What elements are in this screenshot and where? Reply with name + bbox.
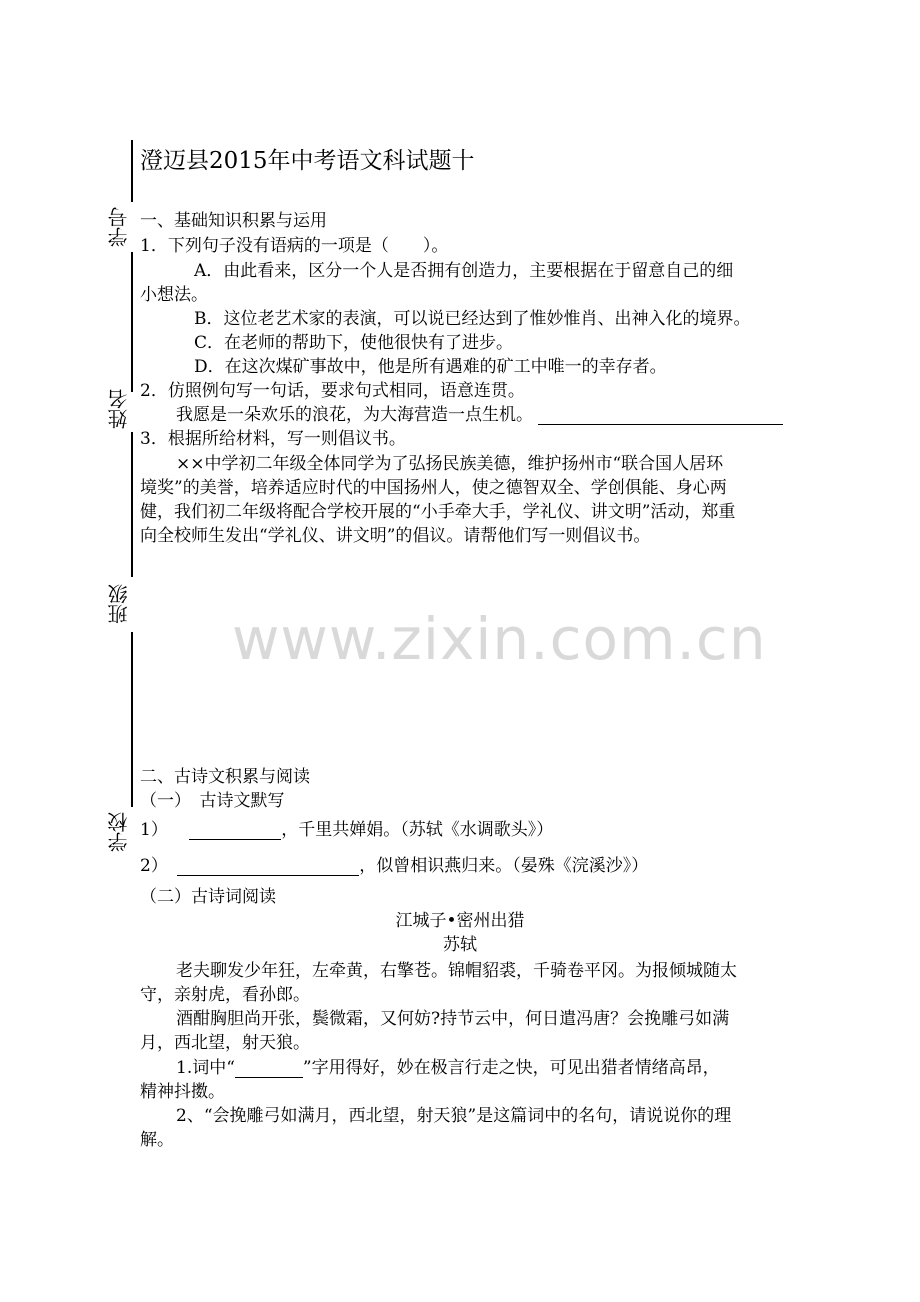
poem-author: 苏轼	[443, 935, 477, 955]
binding-line-4	[131, 632, 133, 807]
recitation-item-1-number: 1）	[140, 820, 168, 840]
side-label-name: 姓名	[107, 389, 131, 430]
page-title: 澄迈县2015年中考语文科试题十	[140, 148, 475, 174]
side-label-class: 班级	[107, 584, 131, 624]
q3-material-line1: ××中学初二年级全体同学为了弘扬民族美德，维护扬州市“联合国人居环	[176, 454, 724, 474]
q1-option-c: C．在老师的帮助下，使他很快有了进步。	[194, 333, 514, 353]
binding-line-1	[131, 140, 133, 202]
side-label-school: 学校	[107, 812, 131, 852]
q3-stem: 3．根据所给材料，写一则倡议书。	[140, 429, 406, 449]
q1-option-a-line1: A．由此看来，区分一个人是否拥有创造力，主要根据在于留意自己的细	[194, 261, 734, 281]
recitation-item-2-number: 2）	[140, 856, 168, 876]
binding-line-2	[131, 252, 133, 392]
poem-question-1	[176, 1058, 720, 1078]
recitation-item-1-text: ，千里共婵娟。（苏轼《水调歌头》）	[281, 820, 554, 840]
q1-option-d: D．在这次煤矿事故中，他是所有遇难的矿工中唯一的幸存者。	[194, 357, 667, 377]
recitation-item-1-blank[interactable]	[189, 823, 281, 840]
poem-question-1-pre: 1.词中“	[176, 1058, 235, 1078]
poem-title: 江城子•密州出猎	[395, 911, 525, 931]
binding-line-3	[131, 432, 133, 577]
q2-answer-blank[interactable]	[538, 408, 783, 425]
q1-stem: 1．下列句子没有语病的一项是（ ）。	[140, 236, 449, 256]
side-label-student-id: 学号	[107, 207, 131, 248]
q1-option-b: B．这位老艺术家的表演，可以说已经达到了惟妙惟肖、出神入化的境界。	[194, 309, 751, 329]
poem-line-1: 老夫聊发少年狂，左牵黄，右擎苍。锦帽貂裘，千骑卷平冈。为报倾城随太	[176, 961, 737, 981]
section2-sub1: （一） 古诗文默写	[140, 791, 285, 811]
watermark: www.zixin.com.cn	[232, 605, 767, 673]
recitation-item-2-blank[interactable]	[177, 859, 359, 876]
poem-question-1-blank[interactable]	[235, 1061, 303, 1078]
q2-example-row	[176, 405, 783, 425]
recitation-item-2	[140, 856, 648, 876]
poem-line-2: 守，亲射虎，看孙郎。	[140, 985, 310, 1005]
q3-material-line4: 向全校师生发出“学礼仪、讲文明”的倡议。请帮他们写一则倡议书。	[140, 526, 651, 546]
recitation-item-1	[140, 820, 553, 840]
q2-stem: 2．仿照例句写一句话，要求句式相同，语意连贯。	[140, 381, 525, 401]
poem-question-2-line1: 2、“会挽雕弓如满月，西北望，射天狼”是这篇词中的名句，请说说你的理	[176, 1106, 732, 1126]
q1-option-a-line2: 小想法。	[140, 285, 208, 305]
q3-material-line3: 健，我们初二年级将配合学校开展的“小手牵大手，学礼仪、讲文明”活动，郑重	[140, 502, 736, 522]
recitation-item-2-text: ，似曾相识燕归来。（晏殊《浣溪沙》）	[359, 856, 649, 876]
q3-material-line2: 境奖”的美誉，培养适应时代的中国扬州人，使之德智双全、学创俱能、身心两	[140, 478, 727, 498]
poem-line-4: 月，西北望，射天狼。	[140, 1033, 310, 1053]
poem-question-2-line2: 解。	[140, 1130, 174, 1150]
section2-heading: 二、古诗文积累与阅读	[140, 767, 310, 787]
poem-question-1-post: ”字用得好，妙在极言行走之快，可见出猎者情绪高昂，	[302, 1058, 720, 1078]
poem-question-1-line2: 精神抖擞。	[140, 1082, 225, 1102]
section2-sub2: （二）古诗词阅读	[140, 887, 276, 907]
q2-example: 我愿是一朵欢乐的浪花，为大海营造一点生机。	[176, 405, 533, 425]
poem-line-3: 酒酣胸胆尚开张，鬓微霜，又何妨?持节云中，何日遣冯唐？会挽雕弓如满	[176, 1009, 730, 1029]
section1-heading: 一、基础知识积累与运用	[140, 211, 327, 231]
